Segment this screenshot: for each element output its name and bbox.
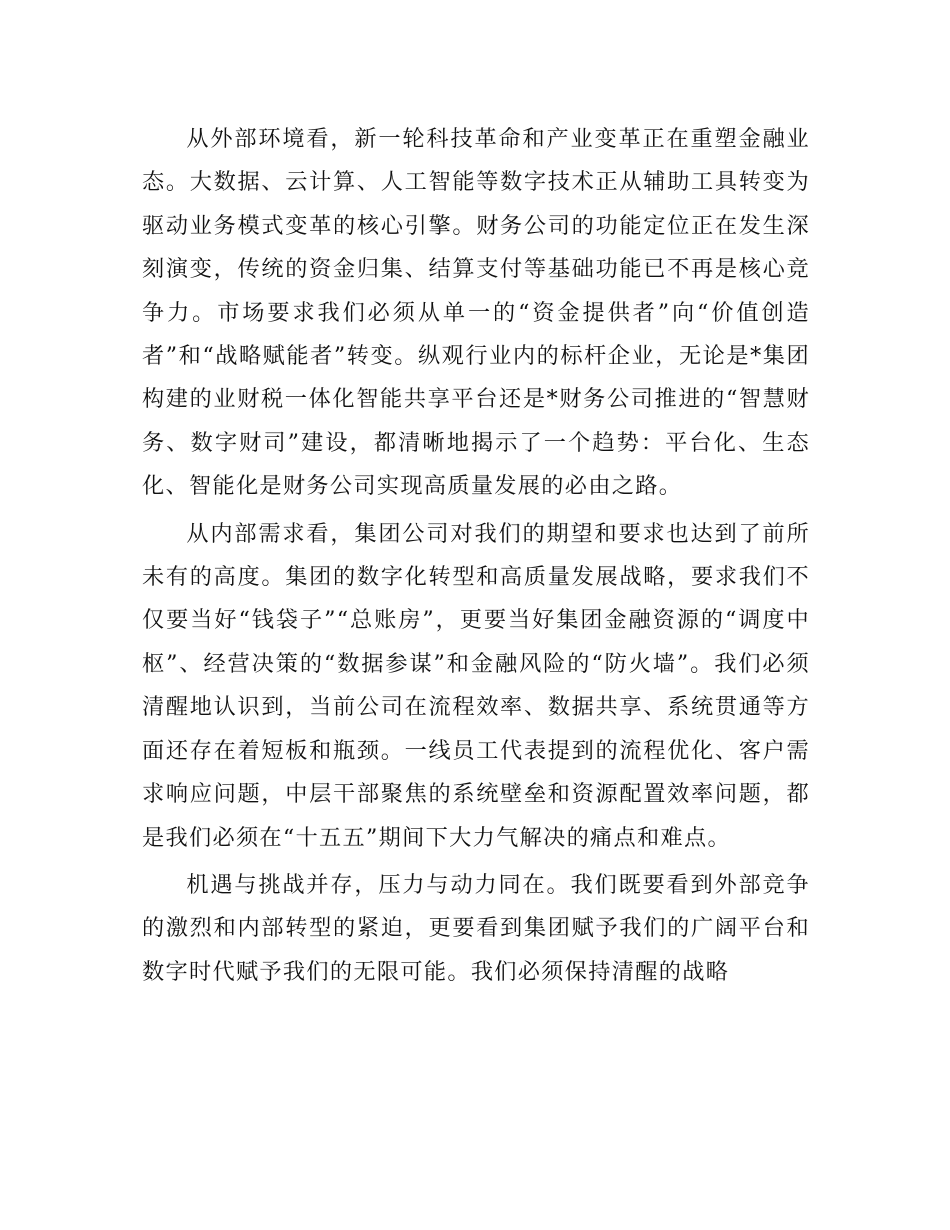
paragraph-external-environment: 从外部环境看，新一轮科技革命和产业变革正在重塑金融业态。大数据、云计算、人工智能等数字技术正从辅助工具转变为驱动业务模式变革的核心引擎。财务公司的功能定位正在发生深刻演变，传统的资金归集、结算支付等基础功能已不再是核心竞争力。市场要求我们必须从单一的“资金提供者”向“价值创造者”和“战略赋能者”转变。纵观行业内的标杆企业，无论是*集团构建的业财税一体化智能共享平台还是*财务公司推进的“智慧财务、数字财司”建设，都清晰地揭示了一个趋势：平台化、生态化、智能化是财务公司实现高质量发展的必由之路。	[142, 126, 810, 500]
paragraph-internal-demand: 从内部需求看，集团公司对我们的期望和要求也达到了前所未有的高度。集团的数字化转型和高质量发展战略，要求我们不仅要当好“钱袋子”“总账房”，更要当好集团金融资源的“调度中枢”、经营决策的“数据参谋”和金融风险的“防火墙”。我们必须清醒地认识到，当前公司在流程效率、数据共享、系统贯通等方面还存在着短板和瓶颈。一线员工代表提到的流程优化、客户需求响应问题，中层干部聚焦的系统壁垒和资源配置效率问题，都是我们必须在“十五五”期间下大力气解决的痛点和难点。	[142, 520, 810, 851]
document-body	[142, 118, 810, 994]
paragraph-opportunity-challenge: 机遇与挑战并存，压力与动力同在。我们既要看到外部竞争的激烈和内部转型的紧迫，更要看到集团赋予我们的广阔平台和数字时代赋予我们的无限可能。我们必须保持清醒的战略	[142, 871, 810, 985]
